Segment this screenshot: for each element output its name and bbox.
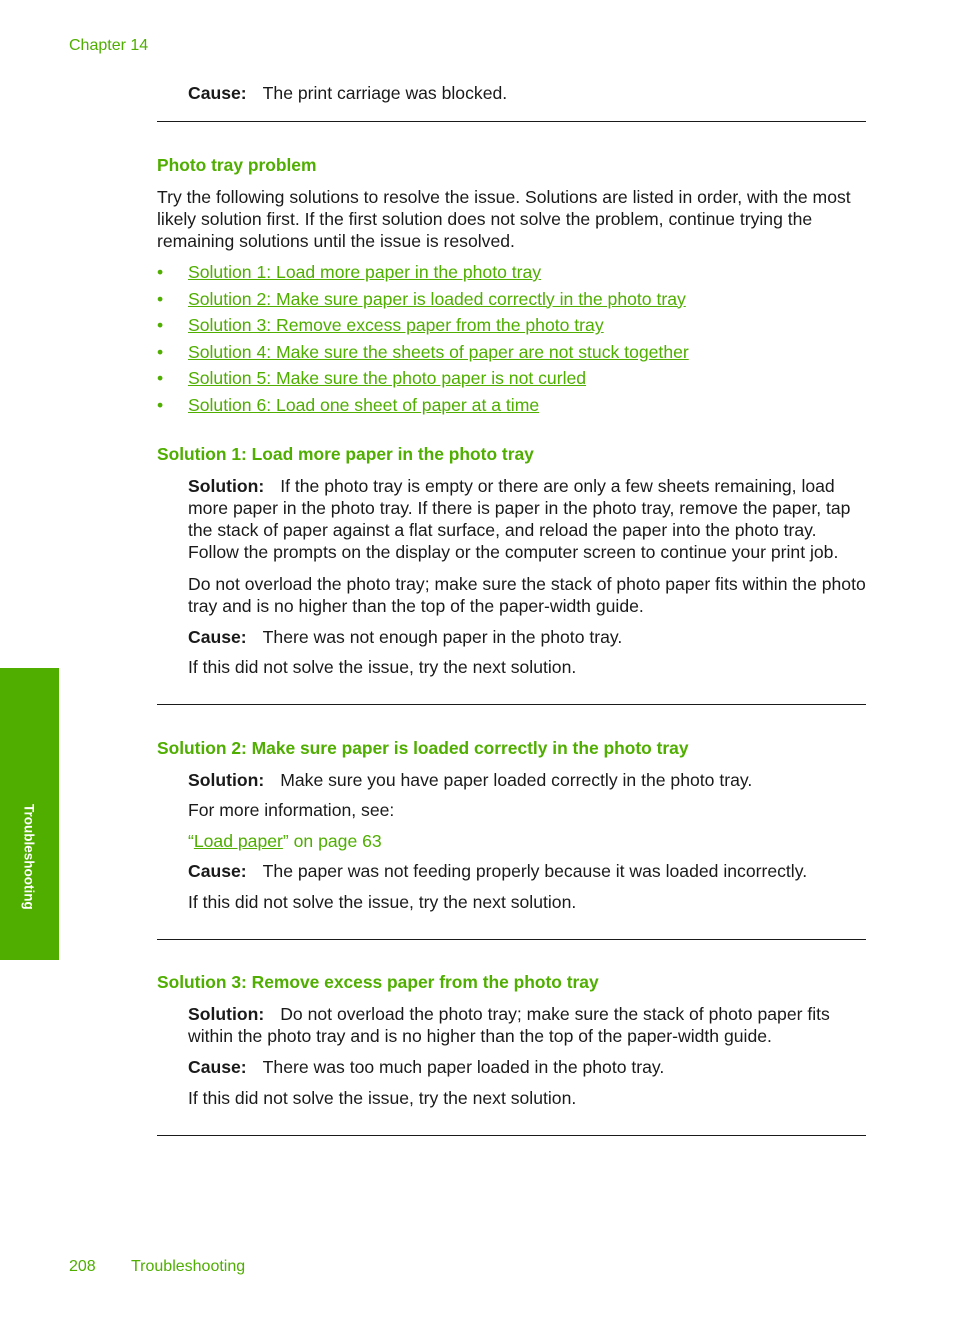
bullet-icon: • <box>157 288 164 309</box>
solution-list <box>157 261 866 421</box>
solution-2-link[interactable]: Solution 2: Make sure paper is loaded correctly in the photo tray <box>188 288 686 309</box>
solution-3-link[interactable]: Solution 3: Remove excess paper from the photo tray <box>188 315 604 336</box>
divider <box>157 1135 866 1136</box>
solution-6-link[interactable]: Solution 6: Load one sheet of paper at a time <box>188 394 540 415</box>
page-reference: ” on page 63 <box>282 831 382 851</box>
cause-label: Cause: <box>188 861 247 881</box>
bullet-icon: • <box>157 341 164 362</box>
footer-section: Troubleshooting <box>131 1258 246 1275</box>
bullet-icon: • <box>157 315 164 336</box>
solution-2-more-info: For more information, see: <box>188 800 395 820</box>
solution-2-title: Solution 2: Make sure paper is loaded correctly in the photo tray <box>157 738 689 758</box>
solution-3-next: If this did not solve the issue, try the next solution. <box>188 1088 577 1108</box>
load-paper-reference <box>188 830 866 852</box>
cause-label: Cause: <box>188 83 247 103</box>
bullet-icon: • <box>157 394 164 415</box>
list-item <box>157 367 866 394</box>
solution-2-cause <box>188 860 866 882</box>
side-tab <box>0 668 59 960</box>
side-tab-label: Troubleshooting <box>21 804 37 910</box>
solution-1-next: If this did not solve the issue, try the next solution. <box>188 657 577 677</box>
solution-4-link[interactable]: Solution 4: Make sure the sheets of paper are not stuck together <box>188 341 689 362</box>
solution-3-cause <box>188 1056 866 1078</box>
chapter-label: Chapter 14 <box>69 37 149 54</box>
solution-label: Solution: <box>188 1004 265 1024</box>
solution-3-title: Solution 3: Remove excess paper from the photo tray <box>157 972 599 992</box>
list-item <box>157 394 866 421</box>
section-title: Photo tray problem <box>157 155 317 175</box>
list-item <box>157 341 866 368</box>
list-item <box>157 314 866 341</box>
cause-text: There was not enough paper in the photo tray. <box>262 627 623 647</box>
solution-text: Make sure you have paper loaded correctly in the photo tray. <box>280 770 753 790</box>
list-item <box>157 288 866 315</box>
cause-text: The print carriage was blocked. <box>262 83 508 103</box>
section-intro: Try the following solutions to resolve the issue. Solutions are listed in order, with the most likely solution first. If the first solution does not solve the problem, continue trying the remaining solutions until the issue is resolved. <box>157 187 851 251</box>
solution-text: Do not overload the photo tray; make sure the stack of photo paper fits within the photo tray and is no higher than the top of the paper-width guide. <box>188 1004 830 1046</box>
divider <box>157 121 866 122</box>
intro-cause <box>188 82 866 104</box>
page-number: 208 <box>69 1258 96 1275</box>
cause-text: The paper was not feeding properly because it was loaded incorrectly. <box>262 861 808 881</box>
solution-1-link[interactable]: Solution 1: Load more paper in the photo tray <box>188 262 542 282</box>
solution-label: Solution: <box>188 770 265 790</box>
solution-1-title: Solution 1: Load more paper in the photo tray <box>157 444 534 464</box>
solution-1-body <box>188 475 870 563</box>
solution-label: Solution: <box>188 476 265 496</box>
divider <box>157 704 866 705</box>
cause-label: Cause: <box>188 627 247 647</box>
cause-text: There was too much paper loaded in the photo tray. <box>262 1057 665 1077</box>
load-paper-link[interactable]: Load paper <box>193 831 283 851</box>
solution-5-link[interactable]: Solution 5: Make sure the photo paper is not curled <box>188 368 587 389</box>
list-item <box>157 261 866 288</box>
bullet-icon: • <box>157 262 164 282</box>
solution-1-cause <box>188 626 866 648</box>
solution-2-body <box>188 769 866 791</box>
quote-open: “ <box>188 831 194 851</box>
bullet-icon: • <box>157 368 164 389</box>
solution-3-body <box>188 1003 866 1047</box>
solution-2-next: If this did not solve the issue, try the next solution. <box>188 892 577 912</box>
solution-text: If the photo tray is empty or there are only a few sheets remaining, load more paper in the photo tray. If there is paper in the photo tray, remove the paper, tap the stack of paper against a flat surface, and reload the paper into the photo tray. Follow the prompts on the display or the computer screen to continue your print job. <box>188 476 851 562</box>
cause-label: Cause: <box>188 1057 247 1077</box>
solution-1-note: Do not overload the photo tray; make sure the stack of photo paper fits within the photo tray and is no higher than the top of the paper-width guide. <box>188 574 866 616</box>
divider <box>157 939 866 940</box>
